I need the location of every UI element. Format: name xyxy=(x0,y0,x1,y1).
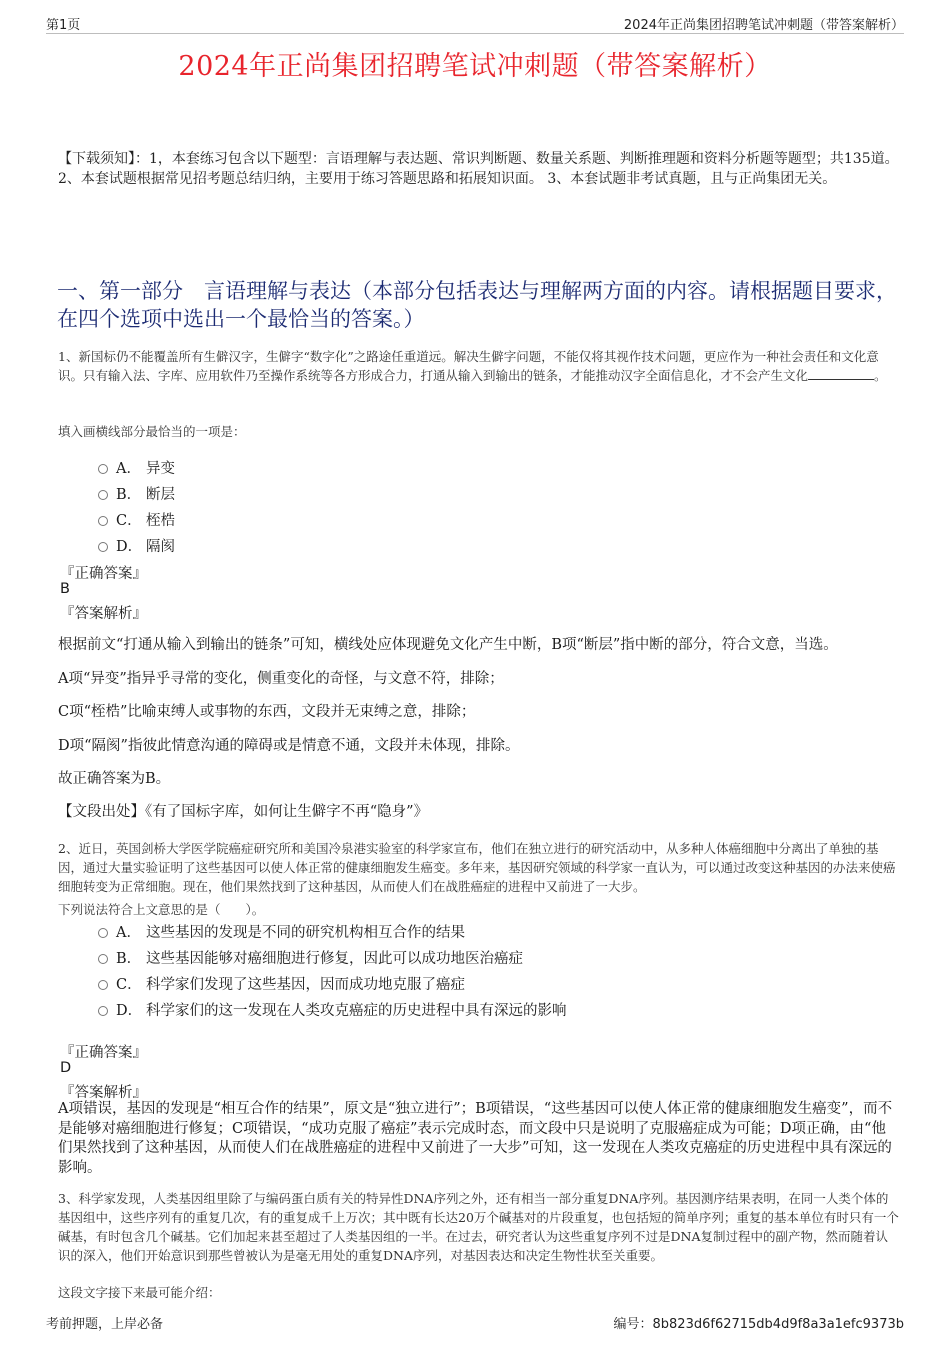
analysis-paragraph: A项“异变”指异乎寻常的变化，侧重变化的奇怪，与文意不符，排除； xyxy=(58,671,504,687)
option-letter: A． xyxy=(116,461,141,477)
radio-icon[interactable] xyxy=(98,954,108,964)
option-text: 异变 xyxy=(146,461,175,477)
question-1-stem-end: 。 xyxy=(874,368,887,383)
radio-icon[interactable] xyxy=(98,490,108,500)
option-text: 科学家们的这一发现在人类攻克癌症的历史进程中具有深远的影响 xyxy=(146,1003,567,1019)
option-letter: B． xyxy=(116,487,142,503)
question-1-option-a[interactable] xyxy=(98,457,175,478)
radio-icon[interactable] xyxy=(98,516,108,526)
analysis-paragraph: C项“桎梏”比喻束缚人或事物的东西，文段并无束缚之意，排除； xyxy=(58,704,476,720)
question-3-prompt: 这段文字接下来最可能介绍： xyxy=(58,1285,221,1300)
page-number: 第1页 xyxy=(46,18,81,33)
question-1-option-d[interactable] xyxy=(98,535,175,556)
option-text: 这些基因能够对癌细胞进行修复，因此可以成功地医治癌症 xyxy=(146,951,523,967)
question-2-stem: 2、近日，英国剑桥大学医学院癌症研究所和美国冷泉港实验室的科学家宣布，他们在独立进行的研究活动中，从多种人体癌细胞中分离出了单独的基因，通过大量实验证明了这些基因可以使人体正常的健康细胞发生癌变。多年来，基因研究领域的科学家一直认为，可以通过改变这种基因的办法来使癌细胞转变为正常细胞。现在，他们果然找到了这种基因，从而使人们在战胜癌症的进程中又前进了一大步。 xyxy=(58,841,896,894)
analysis-paragraph: A项错误，基因的发现是“相互合作的结果”，原文是“独立进行”；B项错误，“这些基因可以使人体正常的健康细胞发生癌变”，而不是能够对癌细胞进行修复；C项错误，“成功克服了癌症”表示完成时态，而文段中只是说明了克服癌症成为可能；D项正确，由“他们果然找到了这种基因，从而使人们在战胜癌症的进程中又前进了一大步”可知，这一发现在人类攻克癌症的历史进程中具有深远的影响。 xyxy=(58,1101,893,1176)
question-1-stem-text: 1、新国标仍不能覆盖所有生僻汉字，生僻字“数字化”之路途任重道远。解决生僻字问题，不能仅将其视作技术问题，更应作为一种社会责任和文化意识。只有输入法、字库、应用软件乃至操作系统等各方形成合力，打通从输入到输出的链条，才能推动汉字全面信息化，才不会产生文化 xyxy=(58,349,879,383)
page-title: 2024年正尚集团招聘笔试冲刺题（带答案解析） xyxy=(178,51,772,82)
option-letter: D． xyxy=(116,1003,143,1019)
option-text: 桎梏 xyxy=(146,513,175,529)
question-2-option-b[interactable] xyxy=(98,947,523,968)
running-header-title: 2024年正尚集团招聘笔试冲刺题（带答案解析） xyxy=(623,18,904,33)
analysis-paragraph: 故正确答案为B。 xyxy=(58,771,171,787)
correct-answer-value: D xyxy=(60,1060,72,1076)
radio-icon[interactable] xyxy=(98,928,108,938)
radio-icon[interactable] xyxy=(98,464,108,474)
correct-answer-label: 『正确答案』 xyxy=(60,566,147,582)
analysis-paragraph: D项“隔阂”指彼此情意沟通的障碍或是情意不通，文段并未体现，排除。 xyxy=(58,738,520,754)
radio-icon[interactable] xyxy=(98,1006,108,1016)
source-citation: 【文段出处】《有了国标字库，如何让生僻字不再“隐身”》 xyxy=(58,804,429,820)
correct-answer-value: B xyxy=(60,581,70,597)
download-notice: 【下载须知】：1，本套练习包含以下题型：言语理解与表达题、常识判断题、数量关系题、判断推理题和资料分析题等题型；共135道。 2、本套试题根据常见招考题总结归纳，主要用于练习答题思路和拓展知识面。 3、本套试题非考试真题，且与正尚集团无关。 xyxy=(58,151,899,187)
section-heading: 一、第一部分 言语理解与表达（本部分包括表达与理解两方面的内容。请根据题目要求，在四个选项中选出一个最恰当的答案。） xyxy=(57,279,897,331)
option-text: 隔阂 xyxy=(146,539,175,555)
question-2-prompt: 下列说法符合上文意思的是（ ）。 xyxy=(58,902,265,917)
option-letter: A． xyxy=(116,925,141,941)
option-letter: D． xyxy=(116,539,143,555)
radio-icon[interactable] xyxy=(98,542,108,552)
option-letter: B． xyxy=(116,951,142,967)
footer-slogan: 考前押题，上岸必备 xyxy=(46,1317,164,1332)
question-2-option-c[interactable] xyxy=(98,973,465,994)
analysis-label: 『答案解析』 xyxy=(60,606,147,622)
analysis-label: 『答案解析』 xyxy=(60,1085,147,1101)
analysis-paragraph: 根据前文“打通从输入到输出的链条”可知，横线处应体现避免文化产生中断，B项“断层”指中断的部分，符合文意，当选。 xyxy=(58,637,838,653)
header-divider xyxy=(46,33,904,34)
question-1-option-b[interactable] xyxy=(98,483,175,504)
question-1-option-c[interactable] xyxy=(98,509,175,530)
question-2-option-d[interactable] xyxy=(98,999,567,1020)
question-1-stem xyxy=(58,347,900,385)
question-2-option-a[interactable] xyxy=(98,921,465,942)
option-text: 断层 xyxy=(146,487,175,503)
question-1-prompt: 填入画横线部分最恰当的一项是： xyxy=(58,424,246,439)
option-text: 这些基因的发现是不同的研究机构相互合作的结果 xyxy=(146,925,465,941)
question-3-stem: 3、科学家发现，人类基因组里除了与编码蛋白质有关的特异性DNA序列之外，还有相当一部分重复DNA序列。基因测序结果表明，在同一人类个体的基因组中，这些序列有的重复几次，有的重复成千上万次；其中既有长达20万个碱基对的片段重复，也包括短的简单序列；重复的基本单位有时只有一个碱基，有时包含几个碱基。它们加起来甚至超过了人类基因组的一半。在过去，研究者认为这些重复序列不过是DNA复制过程中的副产物，然而随着认识的深入，他们开始意识到那些曾被认为是毫无用处的重复DNA序列，对基因表达和决定生物性状至关重要。 xyxy=(58,1191,899,1263)
option-text: 科学家们发现了这些基因，因而成功地克服了癌症 xyxy=(146,977,465,993)
fill-blank xyxy=(808,367,874,380)
option-letter: C． xyxy=(116,513,142,529)
radio-icon[interactable] xyxy=(98,980,108,990)
correct-answer-label: 『正确答案』 xyxy=(60,1045,147,1061)
document-code: 编号：8b823d6f62715db4d9f8a3a1efc9373b xyxy=(613,1317,904,1332)
option-letter: C． xyxy=(116,977,142,993)
